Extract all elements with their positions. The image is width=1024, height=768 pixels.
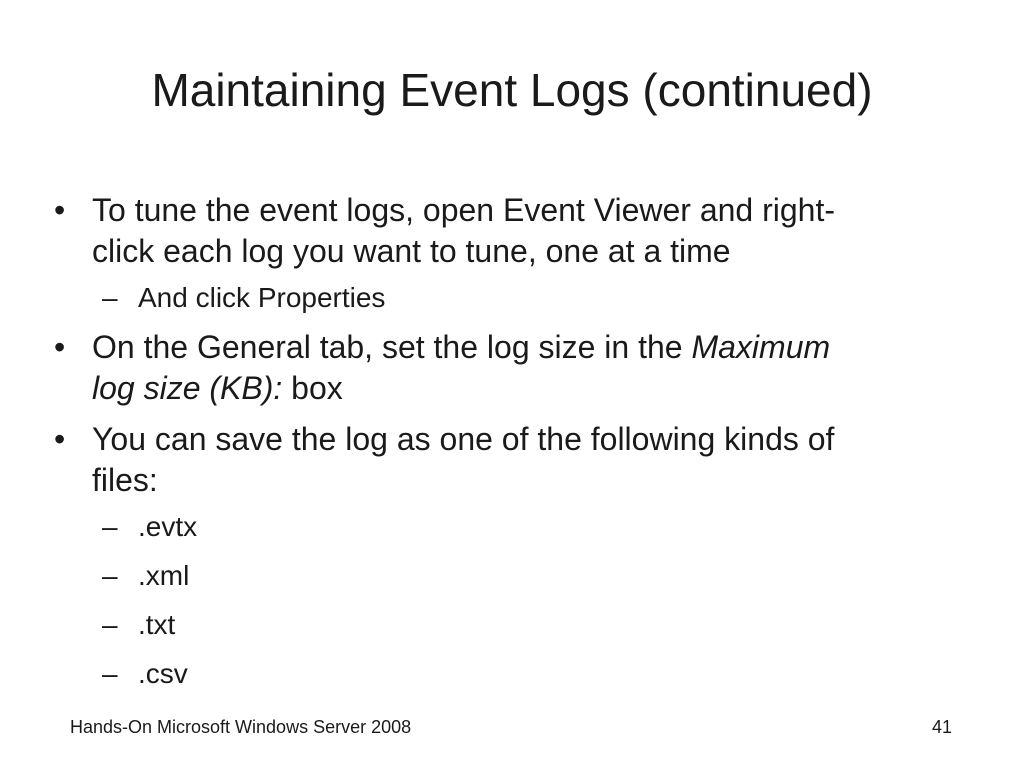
sub-bullet-text: .txt <box>138 609 176 640</box>
bullet-text: On the General tab, set the log size in the <box>92 329 692 365</box>
slide-title: Maintaining Event Logs (continued) <box>151 64 873 116</box>
bullet-icon: • <box>54 421 66 457</box>
page-number: 41 <box>931 717 952 737</box>
sub-bullet-item <box>54 605 974 645</box>
sub-bullet-item <box>54 278 974 318</box>
sub-bullet-text: .xml <box>138 560 190 591</box>
dash-icon: – <box>102 511 118 542</box>
bullet-text-line: You can save the log as one of the following kinds of <box>92 421 835 457</box>
dash-icon: – <box>102 658 118 689</box>
bullet-text: box <box>282 370 343 406</box>
footer-text: Hands-On Microsoft Windows Server 2008 <box>70 717 412 737</box>
bullet-text-line: click each log you want to tune, one at a time <box>92 233 731 269</box>
bullet-item <box>54 190 974 272</box>
bullet-italic-text: log size (KB): <box>92 370 283 406</box>
bullet-italic-text: Maximum <box>691 329 831 365</box>
sub-bullet-item <box>54 556 974 596</box>
bullet-icon: • <box>54 192 66 228</box>
sub-bullet-text: .csv <box>138 658 188 689</box>
bullet-icon: • <box>54 329 66 365</box>
dash-icon: – <box>102 282 118 313</box>
bullet-item <box>54 327 974 409</box>
bullet-text-line: files: <box>92 462 158 498</box>
sub-bullet-text: And click Properties <box>138 282 386 313</box>
bullet-item <box>54 419 974 501</box>
sub-bullet-text: .evtx <box>138 511 198 542</box>
dash-icon: – <box>102 560 118 591</box>
sub-bullet-item <box>54 507 974 547</box>
bullet-text-line: To tune the event logs, open Event Viewer and right- <box>92 192 835 228</box>
dash-icon: – <box>102 609 118 640</box>
sub-bullet-item <box>54 654 974 694</box>
slide-body <box>54 190 974 703</box>
